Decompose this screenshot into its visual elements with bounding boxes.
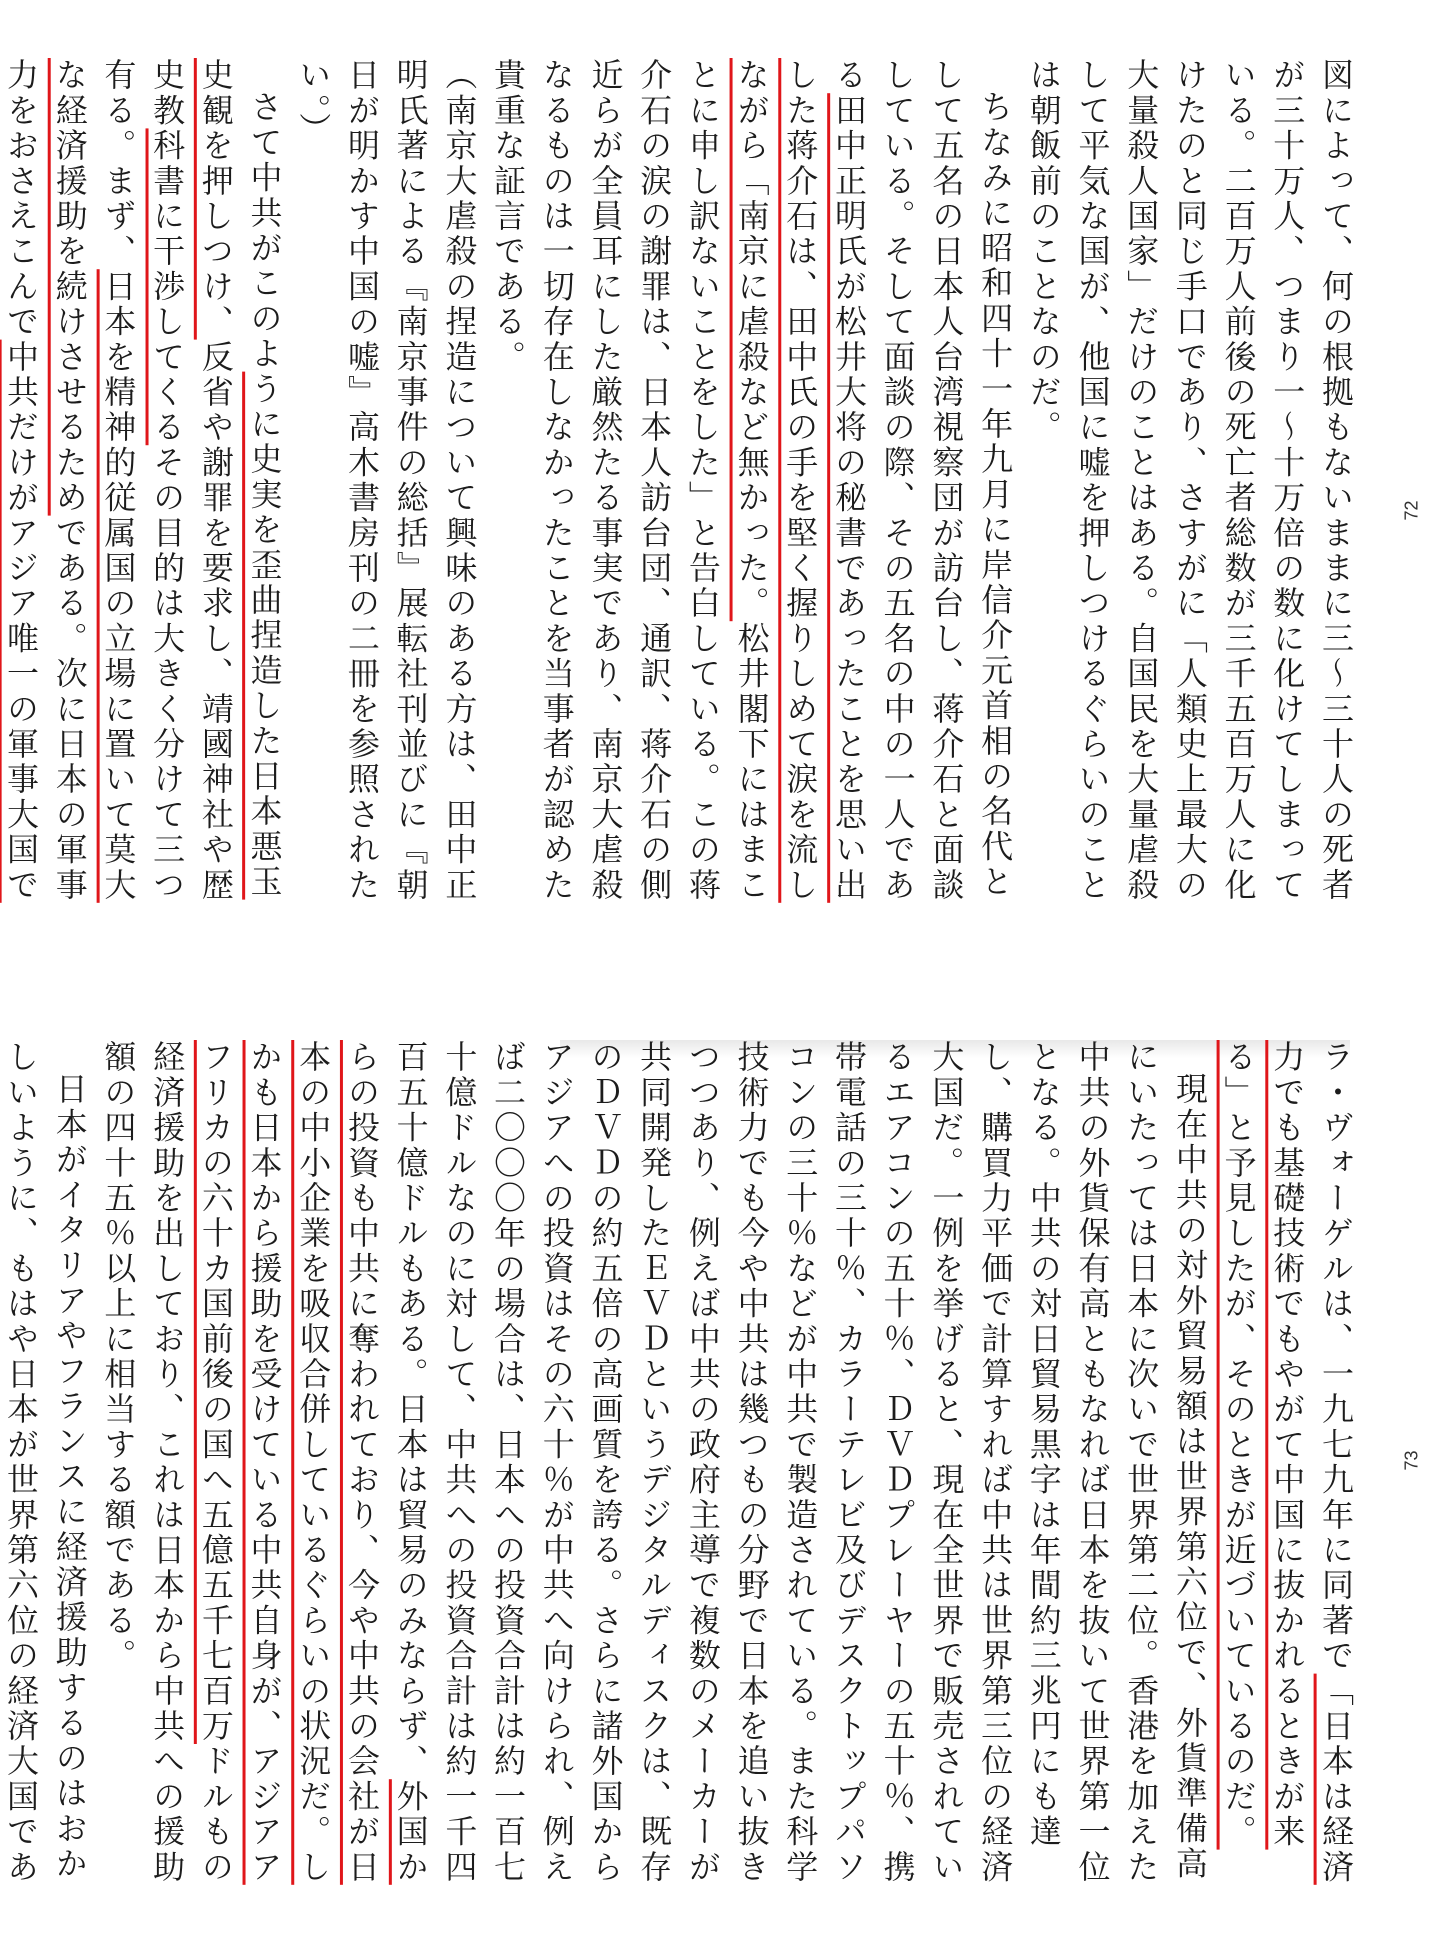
paragraph-3: （南京大虐殺の捏造について興味のある方は、田中正明氏著による『南京事件の総括』展転社刊並びに『朝日が明かす中国の嘘』高木書房刊の二冊を参照されたい。） (294, 58, 479, 903)
underlined-text: うに史実を歪曲捏造した日本悪玉史観を押しつけ、 (196, 58, 284, 900)
paragraph-2: 現在中共の対外貿易額は世界第六位で、外貨準備高にいたっては日本に次いで世界第二位。香港を加えた中共の外貨保有高ともなれば日本を抜いて世界第一位となる。中共の対日貿易黒字は年間約三兆円にも達し、購買力平価で計算すれば中共は世界第三位の経済大国だ。一例を挙げると、現在全世界で販売されているエアコンの五十％、ＤＶＤプレーヤーの五十％、携帯電話の三十％、カラーテレビ及びデスクトップパソコンの三十％などが中共で製造されている。また科学技術力でも今や中共は幾つもの分野で日本を追い抜きつつあり、例えば中共の政府主導で複数のメーカーが共同開発したＥＶＤというデジタルディスクは、既存のＤＶＤの約五倍の高画質を誇る。さらに諸外国からアジアへの投資はその六十％が中共へ向けられ、例えば二〇〇〇年の場合は、日本への投資合計は約一百七十億ドルなのに対して、中共への投資合計は約一千四百五十億ドルもある。日本は貿易のみならず、外国からの投資も中共に奪われており、今や中共の会社が日本の中小企業を吸収合併しているぐらいの状況だ。しかも日本から援助を受けている中共自身が、アジアアフリカの六十カ国前後の国へ五億五千七百万ドルもの経済援助を出しており、これは日本から中共への援助額の四十五％以上に相当する額である。 (99, 1040, 1209, 1885)
underlined-text: 「日本は経済力でも基礎技術でもやがて中国に抜かれるときが来る」と予見したが、そのときが近づいているのだ。 (1219, 1040, 1355, 1885)
underlined-text: 科書に干渉してくる (148, 128, 187, 446)
page-73-text (2, 1040, 1360, 1900)
underlined-text: 中共だけがアジア唯一の軍事大国で (2, 339, 41, 903)
paragraph-1: 図によって、何の根拠もないままに三～三十人の死者が三十万人、つまり一～十万倍の数に化けてしまっている。二百万人前後の死亡者総数が三千五百万人に化けたのと同じ手口であり、さすがに「人類史上最大の大量殺人国家」だけのことはある。自国民を大量虐殺して平気な国が、他国に嘘を押しつけるぐらいのことは朝飯前のことなのだ。 (1024, 58, 1355, 903)
paragraph-1: ラ・ヴォーゲルは、一九七九年に同著で「日本は経済力でも基礎技術でもやがて中国に抜かれるときが来る」と予見したが、そのときが近づいているのだ。 (1219, 1040, 1355, 1885)
page-number: 72 (1401, 500, 1422, 521)
underlined-text: 外国からの投資も中共に奪われており、今や中共の会社が日本の中小企業を吸収合併しているぐらいの状況だ。しかも日本から援助を受けている中共自身が、アジアアフリカの六十カ国前後の国へ五億五千七百万 (196, 1040, 430, 1885)
page-72-text (2, 58, 1360, 910)
page-number: 73 (1401, 1450, 1422, 1471)
underlined-text: 日本を精神的従属国の立場に置いて莫大な経済援助を続けさせるため (50, 58, 138, 903)
paragraph-2: ちなみに昭和四十一年九月に岸信介元首相の名代として五名の日本人台湾視察団が訪台し、蒋介石と面談している。そして面談の際、その五名の中の一人である田中正明氏が松井大将の秘書であったことを思い出した蒋介石は、田中氏の手を堅く握りしめて涙を流しながら「南京に虐殺など無かった。松井閣下にはまことに申し訳ないことをした」と告白している。この蒋介石の涙の謝罪は、日本人訪台団、通訳、蒋介石の側近らが全員耳にした厳然たる事実であり、南京大虐殺なるものは一切存在しなかったことを当事者が認めた貴重な証言である。 (489, 58, 1015, 903)
paragraph-3: 日本がイタリアやフランスに経済援助するのはおかしいように、もはや日本が世界第六位の経済大国であ (2, 1040, 89, 1885)
paragraph-4: さて中共がこのように史実を歪曲捏造した日本悪玉史観を押しつけ、反省や謝罪を要求し、靖國神社や歴史教科書に干渉してくるその目的は大きく分けて三つ有る。まず、日本を精神的従属国の立場に置いて莫大な経済援助を続けさせるためである。次に日本の軍事力をおさえこんで中共だけがアジア唯一の軍事大国で (0, 58, 289, 910)
underlined-text: 田中正明氏が松井大将の秘書であったことを思い出した蒋介石は、田中氏の手を堅く握りしめて涙を流しながら「南京に虐殺など無かった。 (732, 58, 868, 903)
